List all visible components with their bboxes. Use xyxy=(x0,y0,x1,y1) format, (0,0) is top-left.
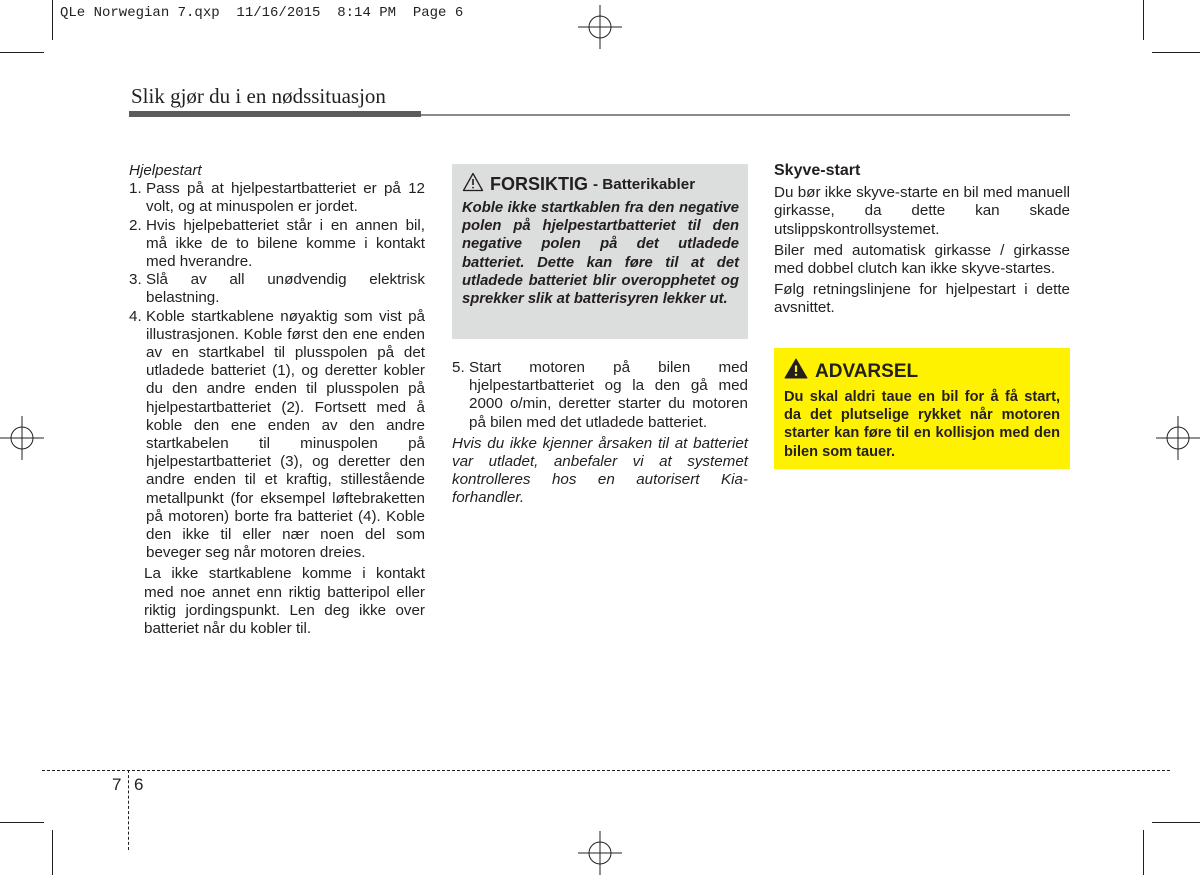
step-text: Start motoren på bilen med hjelpestartbatteriet og la den gå med 2000 o/min, deretter starter du motoren på bilen med det utladede batteriet. xyxy=(469,359,748,431)
step-text: Koble startkablene nøyaktig som vist på illustrasjonen. Koble først den ene enden av en startkabel til plusspolen på det utladede batteriet (1), og deretter kobler du den andre enden til plusspolen på hjelpestartbatteriet (2). Fortsett med å koble den ene enden av den andre startkabelen til minuspolen på hjelpestartbatteriet (3), og deretter den andre enden til et kraftig, stillestående metallpunkt (for eksempel løftebraketten på motoren) borte fra batteriet (4). Koble den ikke til eller nær noen del som beveger seg når motoren dreies. xyxy=(146,307,425,562)
registration-mark-bottom xyxy=(578,831,622,875)
crop-mark-bottom-right-v xyxy=(1143,830,1144,875)
registration-mark-left xyxy=(0,416,44,460)
footer-dashed-rule xyxy=(42,770,1170,771)
warning-header xyxy=(784,358,1060,385)
crop-mark-top-right-h xyxy=(1152,52,1200,53)
push-start-heading: Skyve-start xyxy=(774,162,861,179)
crop-mark-bottom-left-h xyxy=(0,822,44,823)
step4-note: La ikke startkablene komme i kontakt med noe annet enn riktig batteripol eller riktig jordingspunkt. Len deg ikke over batteriet når du kobler til. xyxy=(144,565,425,638)
warning-box xyxy=(774,348,1070,469)
crop-mark-top-left-v xyxy=(52,0,53,40)
list-item: 1. Pass på at hjelpestartbatteriet er på 12 volt, og at minuspolen er jordet. xyxy=(129,180,425,216)
registration-mark-top xyxy=(578,5,622,49)
list-item: 3. Slå av all unødvendig elektrisk belastning. xyxy=(129,271,425,307)
jump-start-steps-continued xyxy=(452,359,748,432)
list-item: 5. Start motoren på bilen med hjelpestartbatteriet og la den gå med 2000 o/min, deretter starter du motoren på bilen med det utladede batteriet. xyxy=(452,359,748,431)
caution-subtitle: - Batterikabler xyxy=(593,176,696,193)
chapter-number: 7 xyxy=(112,775,122,794)
crop-mark-bottom-left-v xyxy=(52,830,53,875)
list-item: 4. Koble startkablene nøyaktig som vist på illustrasjonen. Koble først den ene enden av en startkabel til plusspolen på det utladede batteriet (1), og deretter kobler du den andre enden til plusspolen på hjelpestartbatteriet (2). Fortsett med å koble den ene enden av den andre startkabelen til minuspolen på hjelpestartbatteriet (3), og deretter den andre enden til et kraftig, stillestående metallpunkt (for eksempel løftebraketten på motoren) borte fra batteriet (4). Koble den ikke til eller nær noen del som beveger seg når motoren dreies. xyxy=(129,307,425,562)
dealer-note: Hvis du ikke kjenner årsaken til at batteriet var utladet, anbefaler vi at systemet kontrolleres hos en autorisert Kia-forhandler. xyxy=(452,434,748,507)
push-start-paragraph: Biler med automatisk girkasse / girkasse med dobbel clutch kan ikke skyve-startes. xyxy=(774,241,1070,278)
header-rule-thin xyxy=(421,114,1070,116)
caution-box xyxy=(452,164,748,339)
caution-header xyxy=(462,172,739,197)
list-item: 2. Hvis hjelpebatteriet står i en annen bil, må ikke de to bilene komme i kontakt med hverandre. xyxy=(129,216,425,271)
print-slug-line: QLe Norwegian 7.qxp 11/16/2015 8:14 PM Page 6 xyxy=(60,5,464,21)
warning-title: ADVARSEL xyxy=(815,360,919,382)
column-push-start xyxy=(774,162,1070,321)
caution-text: Koble ikke startkablen fra den negative polen på hjelpestartbatteriet til den negative polen på det utladede batteriet. Dette kan føre til at det utladede batteriet blir overopphetet og sprekker slik at batterisyren lekker ut. xyxy=(462,200,739,308)
push-start-paragraph: Du bør ikke skyve-starte en bil med manuell girkasse, da dette kan skade utslippskontrollsystemet. xyxy=(774,184,1070,238)
registration-mark-right xyxy=(1156,416,1200,460)
jump-start-steps xyxy=(129,180,425,562)
section-title: Slik gjør du i en nødssituasjon xyxy=(131,84,386,108)
step-text: Pass på at hjelpestartbatteriet er på 12 volt, og at minuspolen er jordet. xyxy=(146,180,425,216)
column-jump-start xyxy=(129,162,425,638)
warning-text: Du skal aldri taue en bil for å få start, da det plutselige rykket når motoren starter kan føre til en kollisjon med den bilen som tauer. xyxy=(784,389,1060,460)
footer-dashed-divider xyxy=(128,770,129,850)
step-text: Hvis hjelpebatteriet står i en annen bil, må ikke de to bilene komme i kontakt med hverandre. xyxy=(146,216,425,271)
warning-triangle-outline-icon xyxy=(462,172,484,197)
jump-start-subheading: Hjelpestart xyxy=(129,162,202,179)
step-text: Slå av all unødvendig elektrisk belastning. xyxy=(146,271,425,307)
warning-triangle-filled-icon xyxy=(784,358,808,385)
push-start-paragraph: Følg retningslinjene for hjelpestart i dette avsnittet. xyxy=(774,281,1070,317)
crop-mark-bottom-right-h xyxy=(1152,822,1200,823)
page-number: 6 xyxy=(134,775,144,794)
header-rule-thick xyxy=(129,111,421,117)
crop-mark-top-right-v xyxy=(1143,0,1144,40)
caution-title: FORSIKTIG xyxy=(490,174,588,194)
crop-mark-top-left-h xyxy=(0,52,44,53)
column-step5 xyxy=(452,359,748,508)
